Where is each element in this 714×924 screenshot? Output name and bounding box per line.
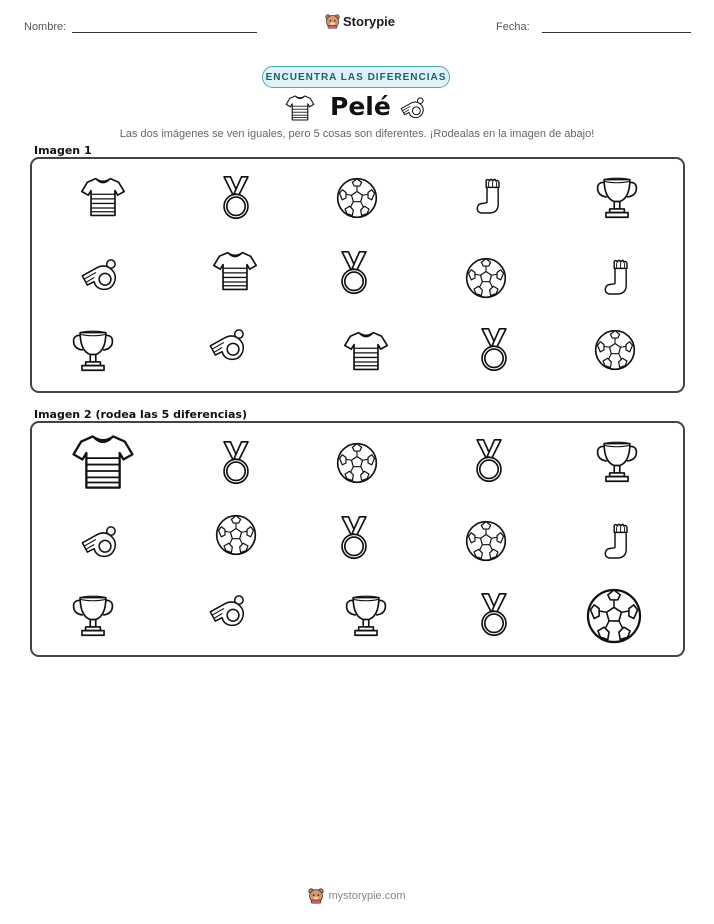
whistle-icon [397,94,429,122]
trophy-icon [70,327,116,373]
trophy-icon[interactable] [70,592,116,638]
trophy-icon[interactable] [594,438,640,484]
soccer-ball-icon[interactable] [213,512,259,558]
whistle-icon [77,254,123,296]
sock-icon[interactable] [599,519,639,565]
trophy-icon [594,174,640,220]
medal-icon[interactable] [471,590,517,640]
medal-icon[interactable] [213,438,259,488]
medal-icon [331,248,377,298]
sock-icon [471,174,511,220]
date-line[interactable] [542,32,691,33]
page-title: Pelé [330,92,391,121]
soccer-ball-icon[interactable] [583,585,645,647]
soccer-ball-icon[interactable] [334,440,380,486]
whistle-icon[interactable] [77,521,123,563]
soccer-ball-icon [334,175,380,221]
shirt-icon [212,248,258,294]
shirt-icon[interactable] [70,430,136,494]
medal-icon [471,325,517,375]
name-label: Nombre: [24,21,67,33]
shirt-icon [80,174,126,220]
shirt-icon [285,93,315,123]
whistle-icon[interactable] [205,590,251,632]
medal-icon[interactable] [331,513,377,563]
bear-icon [325,14,340,29]
name-line[interactable] [72,32,257,33]
medal-icon [213,173,259,223]
instructions: Las dos imágenes se ven iguales, pero 5 cosas son diferentes. ¡Rodealas en la imagen de abajo! [119,128,595,140]
soccer-ball-icon [463,255,509,301]
whistle-icon [205,324,251,366]
medal-icon[interactable] [466,436,512,486]
brand-name: Storypie [343,14,396,29]
soccer-ball-icon[interactable] [463,518,509,564]
footer-site[interactable]: mystorypie.com [328,890,406,902]
bear-icon [308,888,324,904]
footer [0,888,714,904]
trophy-icon[interactable] [343,592,389,638]
sock-icon [599,255,639,301]
date-label: Fecha: [496,21,530,33]
activity-badge: ENCUENTRA LAS DIFERENCIAS [262,66,450,88]
brand-logo [325,14,395,29]
panel1-label: Imagen 1 [34,144,92,157]
soccer-ball-icon [592,327,638,373]
shirt-icon [343,328,389,374]
panel2-label: Imagen 2 (rodea las 5 diferencias) [34,408,248,421]
